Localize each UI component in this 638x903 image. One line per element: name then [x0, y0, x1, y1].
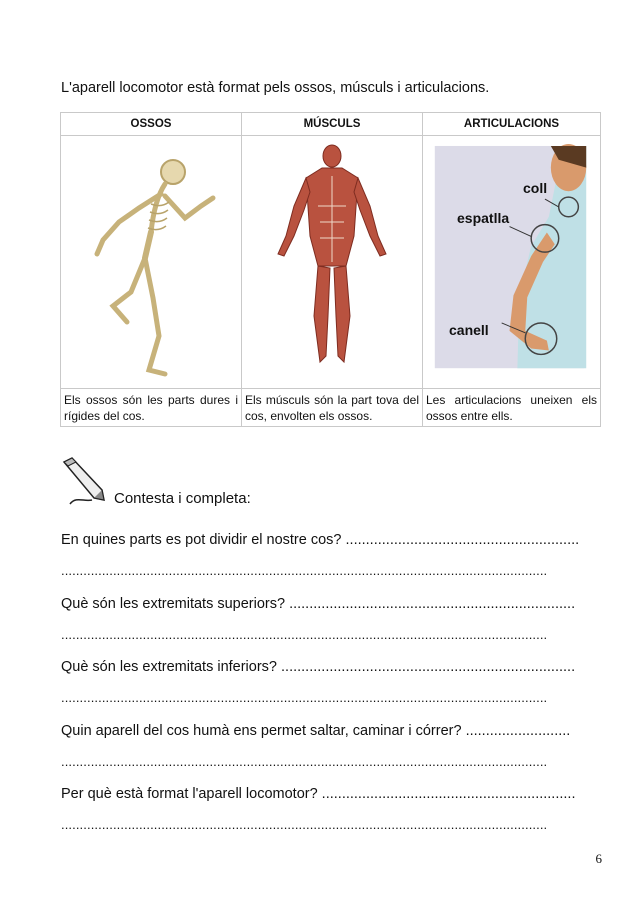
label-canell: canell	[449, 322, 489, 338]
desc-ossos: Els ossos són les parts dures i rígides del cos.	[61, 389, 242, 427]
answer-line-2[interactable]: ...................................................................................................................................	[61, 627, 548, 642]
exercise-label: Contesta i completa:	[114, 490, 251, 507]
label-coll: coll	[523, 180, 548, 196]
header-muscles: MÚSCULS	[242, 113, 423, 136]
skeleton-image	[61, 136, 241, 388]
desc-articulacions: Les articulacions uneixen els ossos entre ells.	[423, 389, 601, 427]
label-espatlla: espatlla	[457, 210, 510, 226]
skeleton-cell	[61, 136, 242, 389]
question-2: Què són les extremitats superiors? .......................................................................	[61, 596, 576, 612]
page-number: 6	[595, 851, 602, 866]
pencil-icon	[62, 456, 112, 506]
muscles-image	[242, 136, 422, 388]
question-4: Quin aparell del cos humà ens permet saltar, caminar i córrer? ..........................	[61, 723, 571, 739]
question-3: Què són les extremitats inferiors? .........................................................................	[61, 659, 576, 675]
intro-text: L'aparell locomotor està format pels ossos, músculs i articulacions.	[61, 80, 490, 96]
joints-image	[423, 136, 600, 388]
answer-line-4[interactable]: ...................................................................................................................................	[61, 754, 548, 769]
question-1: En quines parts es pot dividir el nostre cos? ..........................................................	[61, 532, 580, 548]
header-articulacions: ARTICULACIONS	[423, 113, 601, 136]
table-desc-row	[61, 389, 601, 427]
question-5: Per què està format l'aparell locomotor? ...............................................................	[61, 786, 576, 802]
header-ossos: OSSOS	[61, 113, 242, 136]
answer-line-1[interactable]: ...................................................................................................................................	[61, 563, 548, 578]
table-image-row	[61, 136, 601, 389]
answer-line-5[interactable]: ...................................................................................................................................	[61, 817, 548, 832]
locomotor-table	[60, 112, 601, 427]
table-header-row	[61, 113, 601, 136]
muscles-cell	[242, 136, 423, 389]
desc-muscles: Els músculs són la part tova del cos, envolten els ossos.	[242, 389, 423, 427]
answer-line-3[interactable]: ...................................................................................................................................	[61, 690, 548, 705]
joints-cell	[423, 136, 601, 389]
